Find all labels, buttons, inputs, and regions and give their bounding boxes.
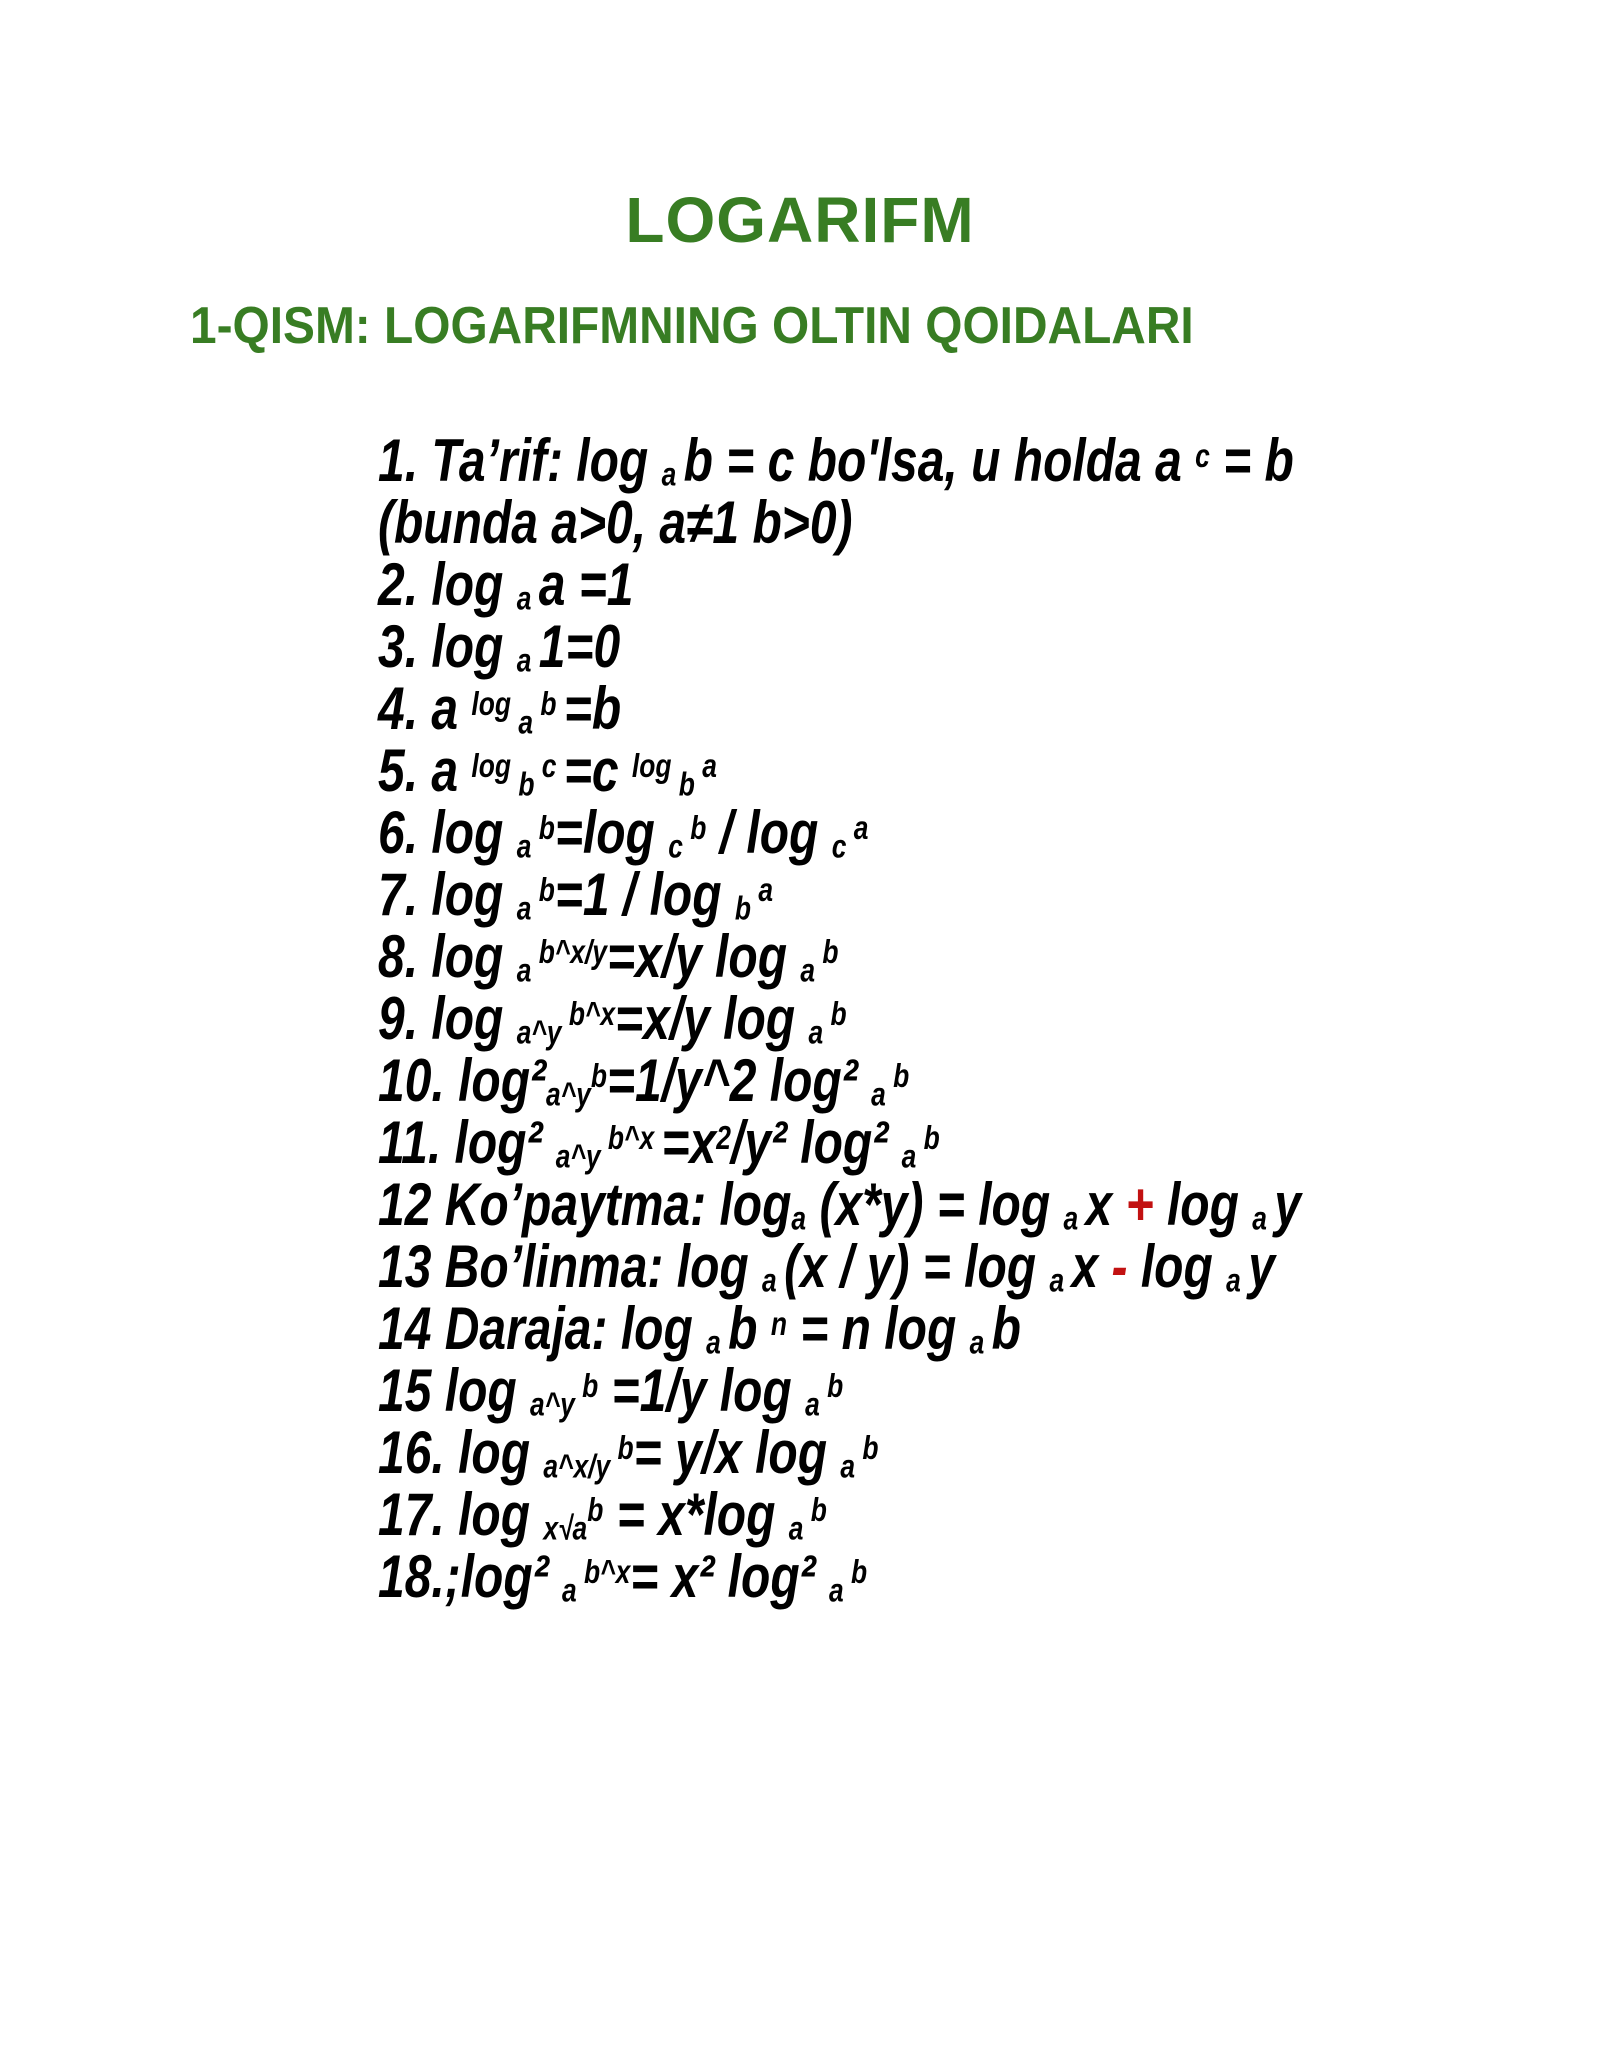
formula-segment: 2 <box>716 1119 731 1157</box>
formula-segment: a <box>518 703 541 741</box>
formula-segment: x <box>1085 1171 1126 1238</box>
formula-segment: c <box>1195 437 1210 475</box>
formula-segment: a <box>901 1137 924 1175</box>
formula-segment: x√a <box>543 1509 588 1547</box>
formula-segment: log <box>631 747 679 785</box>
formula-segment: = y/x log <box>633 1419 841 1486</box>
formula-segment: b = c bo'lsa, u holda a <box>683 427 1196 494</box>
formula-segment: b <box>538 871 555 909</box>
rule-line <box>378 737 1258 804</box>
formula-segment: a <box>762 1261 785 1299</box>
formula-segment: b <box>850 1553 868 1591</box>
formula-segment: b <box>587 1491 604 1529</box>
formula-segment: a <box>788 1509 811 1547</box>
formula-segment: n <box>770 1305 787 1343</box>
formula-segment: b <box>678 765 703 803</box>
formula-segment: 11. log² <box>378 1109 556 1176</box>
rule-line <box>378 1357 1258 1424</box>
formula-segment: 10. log² <box>378 1047 547 1114</box>
rule-line <box>378 1233 1275 1300</box>
rule-line <box>378 1481 1258 1548</box>
formula-segment: a <box>871 1075 894 1113</box>
formula-segment: b <box>518 765 542 803</box>
formula-segment: b <box>590 1057 607 1095</box>
formula-segment: a^x/y <box>543 1447 618 1485</box>
formula-segment: b <box>690 809 707 847</box>
formula-segment: 14 Daraja: log <box>378 1295 707 1362</box>
formula-segment: a <box>661 455 684 493</box>
formula-segment: 2. log <box>378 551 517 618</box>
formula-segment: 7. log <box>378 861 517 928</box>
formula-segment: 6. log <box>378 799 517 866</box>
formula-segment: =b <box>563 675 622 742</box>
rules-list <box>378 427 1478 1610</box>
formula-segment: a <box>1049 1261 1072 1299</box>
formula-segment: c <box>668 827 691 865</box>
formula-segment: b <box>728 1295 771 1362</box>
rule-line <box>378 489 1258 556</box>
formula-segment: a <box>758 871 774 909</box>
formula-segment: b <box>991 1295 1021 1362</box>
page-title: LOGARIFM <box>625 184 975 256</box>
formula-segment: a <box>702 747 717 785</box>
formula-segment: a <box>808 1013 831 1051</box>
formula-segment: (x*y) = log <box>806 1171 1064 1238</box>
formula-segment: + <box>1125 1171 1154 1238</box>
formula-segment: a <box>800 951 823 989</box>
formula-segment: 8. log <box>378 923 517 990</box>
formula-segment: a <box>516 641 539 679</box>
formula-segment: = n log <box>786 1295 970 1362</box>
formula-segment: 5. a <box>378 737 472 804</box>
rule-line <box>378 1171 1301 1238</box>
formula-segment: log <box>1153 1171 1253 1238</box>
formula-segment: a <box>840 1447 863 1485</box>
formula-segment: a <box>969 1323 992 1361</box>
formula-segment: x <box>1071 1233 1112 1300</box>
formula-segment: 13 Bo’linma: log <box>378 1233 763 1300</box>
rule-line <box>378 1109 1258 1176</box>
formula-segment: a^y <box>546 1075 591 1113</box>
formula-segment: b <box>862 1429 879 1467</box>
formula-segment: a <box>706 1323 729 1361</box>
formula-segment: a <box>516 579 539 617</box>
formula-segment: b <box>893 1057 910 1095</box>
formula-segment: a^y <box>555 1137 608 1175</box>
formula-segment: a <box>1252 1199 1275 1237</box>
rule-line <box>378 551 1258 618</box>
formula-segment: a <box>791 1199 807 1237</box>
formula-segment: b^x <box>568 995 616 1033</box>
formula-segment: = b <box>1209 427 1294 494</box>
formula-segment: (bunda a>0, a≠1 b>0) <box>378 489 853 556</box>
formula-segment: b <box>827 1367 844 1405</box>
formula-segment: =1 / log <box>554 861 735 928</box>
formula-segment: 1=0 <box>538 613 621 680</box>
section-heading: 1-QISM: LOGARIFMNING OLTIN QOIDALARI <box>190 297 1194 355</box>
formula-segment: /y² log² <box>730 1109 902 1176</box>
formula-segment: a =1 <box>538 551 634 618</box>
rule-line <box>378 1419 1258 1486</box>
formula-segment: 9. log <box>378 985 517 1052</box>
formula-segment: = x*log <box>603 1481 789 1548</box>
formula-segment: 3. log <box>378 613 517 680</box>
formula-segment: b^x <box>584 1553 631 1591</box>
formula-segment: a^y <box>516 1013 569 1051</box>
rule-line <box>378 861 1258 928</box>
formula-segment: a <box>805 1385 828 1423</box>
formula-segment: 17. log <box>378 1481 544 1548</box>
formula-segment: b <box>830 995 847 1033</box>
formula-segment: 18.;log² <box>378 1543 563 1610</box>
formula-segment: a <box>1226 1261 1249 1299</box>
rule-line <box>378 1543 1258 1610</box>
formula-segment: b^x/y <box>538 933 607 971</box>
formula-segment: a <box>1063 1199 1086 1237</box>
formula-segment: c <box>541 747 564 785</box>
formula-segment: =log <box>554 799 669 866</box>
formula-segment: b <box>822 933 839 971</box>
formula-segment: 15 log <box>378 1357 531 1424</box>
formula-segment: a <box>828 1571 851 1609</box>
formula-segment: / log <box>706 799 832 866</box>
formula-segment: (x / y) = log <box>784 1233 1050 1300</box>
formula-segment: log <box>1127 1233 1227 1300</box>
formula-segment: a^y <box>530 1385 583 1423</box>
formula-segment: b <box>810 1491 827 1529</box>
formula-segment: a <box>516 951 539 989</box>
formula-segment: c <box>831 827 854 865</box>
formula-segment: y <box>1274 1171 1301 1238</box>
rule-line <box>378 1047 1258 1114</box>
formula-segment: b <box>923 1119 940 1157</box>
formula-segment: a <box>516 827 539 865</box>
rule-line <box>378 799 1258 866</box>
formula-segment: b <box>582 1367 599 1405</box>
formula-segment: a <box>516 889 539 927</box>
formula-segment: b^x <box>607 1119 662 1157</box>
formula-segment: a <box>853 809 869 847</box>
formula-segment: = x² log² <box>630 1543 829 1610</box>
formula-segment: log <box>471 685 519 723</box>
formula-segment: log <box>471 747 519 785</box>
formula-segment: =1/y^2 log² <box>606 1047 872 1114</box>
formula-segment: b <box>617 1429 634 1467</box>
formula-segment: =x <box>661 1109 717 1176</box>
formula-segment: b <box>540 685 564 723</box>
formula-segment: b <box>538 809 555 847</box>
formula-segment: a <box>562 1571 585 1609</box>
rule-line <box>378 1295 1258 1362</box>
formula-segment: =c <box>563 737 632 804</box>
formula-segment: =1/y log <box>598 1357 806 1424</box>
formula-segment: 12 Ko’paytma: log <box>378 1171 792 1238</box>
formula-segment: - <box>1111 1233 1128 1300</box>
formula-segment: 4. a <box>378 675 472 742</box>
rule-line <box>378 923 1258 990</box>
rule-line <box>378 613 1258 680</box>
formula-segment: b <box>734 889 759 927</box>
rule-line <box>378 985 1258 1052</box>
rule-line <box>378 427 1294 494</box>
formula-segment: y <box>1248 1233 1275 1300</box>
formula-segment: 16. log <box>378 1419 544 1486</box>
formula-segment: =x/y log <box>606 923 801 990</box>
formula-segment: 1. Ta’rif: log <box>378 427 662 494</box>
rule-line <box>378 675 1258 742</box>
formula-segment: =x/y log <box>615 985 809 1052</box>
